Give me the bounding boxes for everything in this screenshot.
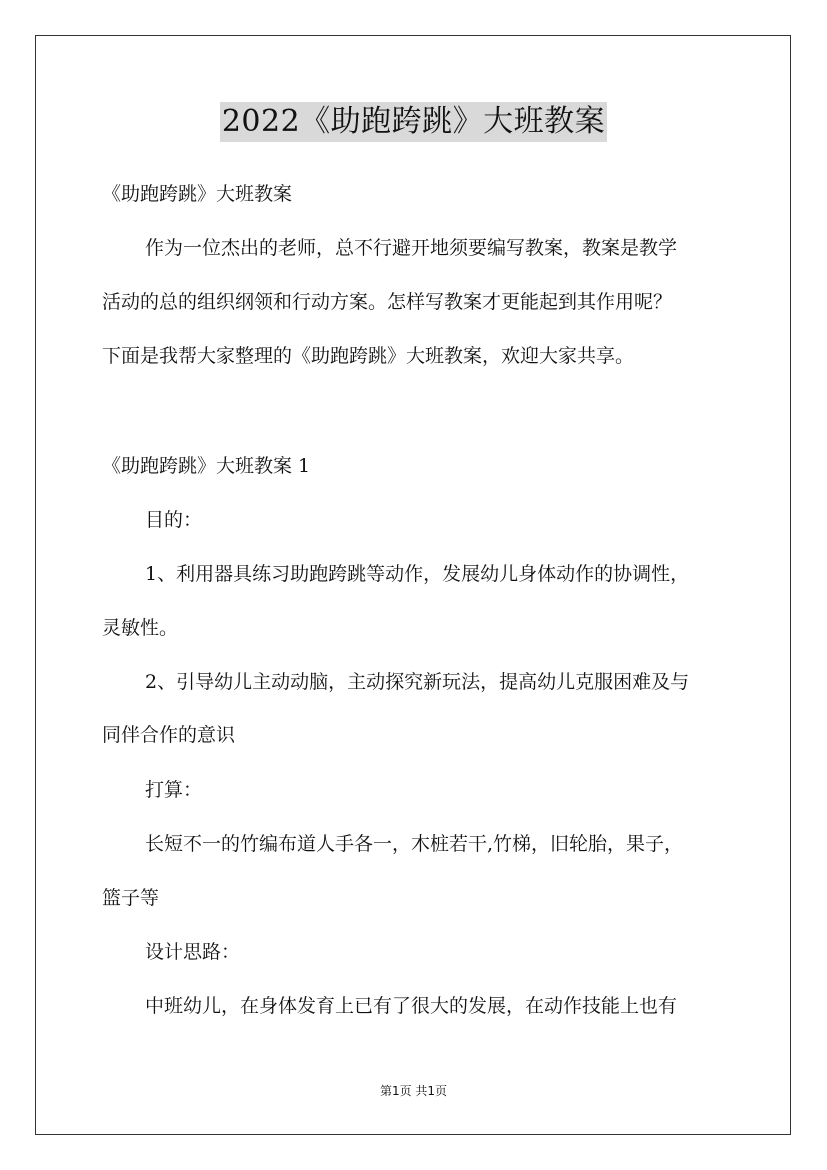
design-line-1: 中班幼儿，在身体发育上已有了很大的发展，在动作技能上也有 <box>145 995 678 1017</box>
preparation-line-2: 篮子等 <box>102 887 160 909</box>
goal-1-line-2: 灵敏性。 <box>102 617 179 639</box>
design-label: 设计思路： <box>145 941 241 963</box>
intro-line-2: 活动的总的组织纲领和行动方案。怎样写教案才更能起到其作用呢？ <box>102 291 673 313</box>
document-title: 2022《助跑跨跳》大班教案 <box>220 102 607 142</box>
intro-line-3: 下面是我帮大家整理的《助跑跨跳》大班教案，欢迎大家共享。 <box>102 345 635 367</box>
goal-2-line-2: 同伴合作的意识 <box>102 724 236 746</box>
document-subtitle: 《助跑跨跳》大班教案 <box>102 183 293 205</box>
intro-line-1: 作为一位杰出的老师，总不行避开地须要编写教案，教案是教学 <box>145 237 678 259</box>
preparation-label: 打算： <box>145 779 203 801</box>
goal-1-line-1: 1、利用器具练习助跑跨跳等动作，发展幼儿身体动作的协调性， <box>145 563 690 585</box>
preparation-line-1: 长短不一的竹编布道人手各一，木桩若干,竹梯，旧轮胎，果子， <box>145 833 684 855</box>
title-container <box>0 102 827 142</box>
page-footer: 第1页 共1页 <box>379 1084 448 1098</box>
purpose-label: 目的： <box>145 509 203 531</box>
section-heading: 《助跑跨跳》大班教案 1 <box>102 455 311 477</box>
goal-2-line-1: 2、引导幼儿主动动脑，主动探究新玩法，提高幼儿克服困难及与 <box>145 671 690 693</box>
